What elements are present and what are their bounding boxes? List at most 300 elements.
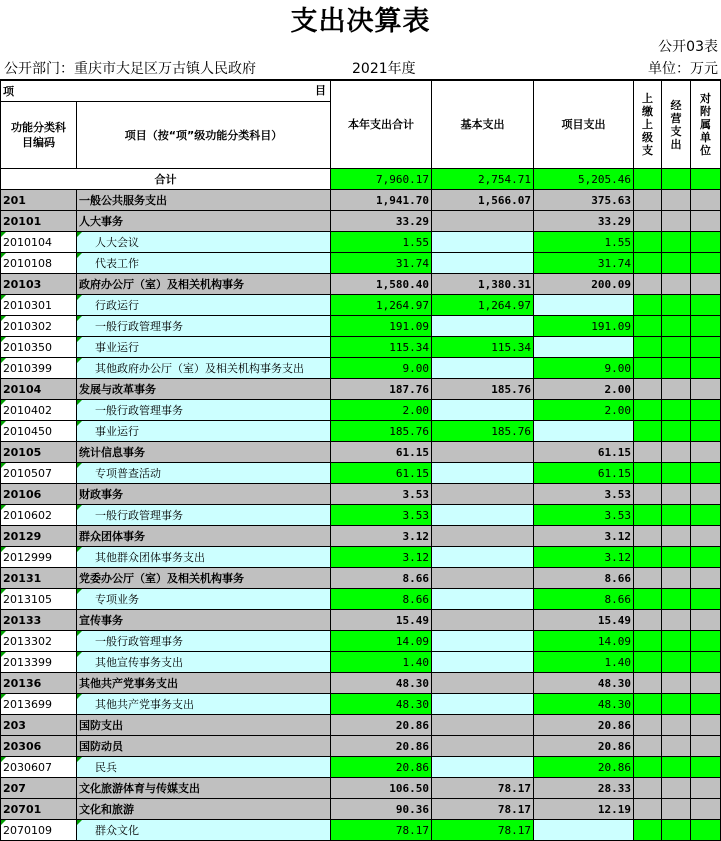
row-project bbox=[534, 295, 634, 316]
header-item-right: 目 bbox=[315, 84, 326, 97]
row-operation bbox=[662, 253, 691, 274]
row-upper bbox=[634, 694, 662, 715]
row-operation bbox=[662, 421, 691, 442]
row-name: 一般行政管理事务 bbox=[77, 400, 331, 421]
row-upper bbox=[634, 652, 662, 673]
row-code: 20133 bbox=[1, 610, 77, 631]
row-subsidiary bbox=[691, 442, 721, 463]
row-project: 61.15 bbox=[534, 442, 634, 463]
row-code: 2010402 bbox=[1, 400, 77, 421]
header-project: 项目支出 bbox=[534, 81, 634, 169]
row-subsidiary bbox=[691, 421, 721, 442]
row-operation bbox=[662, 799, 691, 820]
row-project: 2.00 bbox=[534, 379, 634, 400]
row-basic bbox=[432, 505, 534, 526]
row-name: 其他共产党事务支出 bbox=[77, 673, 331, 694]
row-project: 3.53 bbox=[534, 484, 634, 505]
row-subsidiary bbox=[691, 211, 721, 232]
row-subsidiary bbox=[691, 631, 721, 652]
row-basic: 1,380.31 bbox=[432, 274, 534, 295]
report-title: 支出决算表 bbox=[290, 6, 431, 37]
table-row bbox=[1, 379, 721, 400]
row-operation bbox=[662, 610, 691, 631]
row-total: 31.74 bbox=[331, 253, 432, 274]
row-total: 3.53 bbox=[331, 505, 432, 526]
row-upper bbox=[634, 379, 662, 400]
row-project: 48.30 bbox=[534, 694, 634, 715]
table-row bbox=[1, 190, 721, 211]
row-basic bbox=[432, 358, 534, 379]
row-name: 专项普查活动 bbox=[77, 463, 331, 484]
row-operation bbox=[662, 547, 691, 568]
row-code: 20106 bbox=[1, 484, 77, 505]
row-basic: 185.76 bbox=[432, 421, 534, 442]
total-operation bbox=[662, 169, 691, 190]
row-project: 28.33 bbox=[534, 778, 634, 799]
row-upper bbox=[634, 484, 662, 505]
row-operation bbox=[662, 211, 691, 232]
row-total: 1.40 bbox=[331, 652, 432, 673]
row-subsidiary bbox=[691, 463, 721, 484]
row-name: 一般行政管理事务 bbox=[77, 631, 331, 652]
row-name: 人大事务 bbox=[77, 211, 331, 232]
row-operation bbox=[662, 190, 691, 211]
row-name: 政府办公厅（室）及相关机构事务 bbox=[77, 274, 331, 295]
row-basic bbox=[432, 316, 534, 337]
table-row bbox=[1, 547, 721, 568]
row-code: 2010350 bbox=[1, 337, 77, 358]
row-upper bbox=[634, 442, 662, 463]
table-row bbox=[1, 757, 721, 778]
row-code: 2010399 bbox=[1, 358, 77, 379]
row-project: 12.19 bbox=[534, 799, 634, 820]
row-code: 2010450 bbox=[1, 421, 77, 442]
total-subsidiary bbox=[691, 169, 721, 190]
row-code: 20131 bbox=[1, 568, 77, 589]
row-project: 1.55 bbox=[534, 232, 634, 253]
row-total: 3.12 bbox=[331, 526, 432, 547]
row-upper bbox=[634, 295, 662, 316]
row-code: 2010302 bbox=[1, 316, 77, 337]
row-project: 1.40 bbox=[534, 652, 634, 673]
row-operation bbox=[662, 400, 691, 421]
row-basic bbox=[432, 652, 534, 673]
row-project bbox=[534, 421, 634, 442]
total-basic: 2,754.71 bbox=[432, 169, 534, 190]
row-operation bbox=[662, 358, 691, 379]
row-project: 14.09 bbox=[534, 631, 634, 652]
row-total: 1,264.97 bbox=[331, 295, 432, 316]
row-upper bbox=[634, 211, 662, 232]
row-project: 33.29 bbox=[534, 211, 634, 232]
row-total: 78.17 bbox=[331, 820, 432, 841]
header-item bbox=[1, 81, 331, 102]
row-code: 2010108 bbox=[1, 253, 77, 274]
row-code: 2010104 bbox=[1, 232, 77, 253]
row-total: 20.86 bbox=[331, 715, 432, 736]
row-name: 群众团体事务 bbox=[77, 526, 331, 547]
row-basic bbox=[432, 547, 534, 568]
row-code: 20136 bbox=[1, 673, 77, 694]
row-project: 20.86 bbox=[534, 715, 634, 736]
row-operation bbox=[662, 673, 691, 694]
row-code: 201 bbox=[1, 190, 77, 211]
row-name: 事业运行 bbox=[77, 337, 331, 358]
row-project: 3.12 bbox=[534, 547, 634, 568]
row-name: 事业运行 bbox=[77, 421, 331, 442]
row-basic: 78.17 bbox=[432, 778, 534, 799]
row-total: 14.09 bbox=[331, 631, 432, 652]
row-total: 106.50 bbox=[331, 778, 432, 799]
row-name: 代表工作 bbox=[77, 253, 331, 274]
row-total: 61.15 bbox=[331, 442, 432, 463]
row-subsidiary bbox=[691, 652, 721, 673]
row-name: 群众文化 bbox=[77, 820, 331, 841]
row-subsidiary bbox=[691, 253, 721, 274]
row-basic bbox=[432, 610, 534, 631]
row-subsidiary bbox=[691, 694, 721, 715]
row-name: 一般公共服务支出 bbox=[77, 190, 331, 211]
table-row bbox=[1, 484, 721, 505]
expenditure-table bbox=[0, 80, 721, 841]
row-total: 8.66 bbox=[331, 589, 432, 610]
row-code: 20105 bbox=[1, 442, 77, 463]
row-name: 党委办公厅（室）及相关机构事务 bbox=[77, 568, 331, 589]
row-basic bbox=[432, 442, 534, 463]
row-basic bbox=[432, 484, 534, 505]
table-row bbox=[1, 463, 721, 484]
total-project: 5,205.46 bbox=[534, 169, 634, 190]
header-code bbox=[1, 102, 77, 169]
row-upper bbox=[634, 463, 662, 484]
row-basic bbox=[432, 736, 534, 757]
table-row bbox=[1, 253, 721, 274]
total-label: 合计 bbox=[1, 169, 331, 190]
row-code: 2013302 bbox=[1, 631, 77, 652]
row-upper bbox=[634, 673, 662, 694]
row-basic bbox=[432, 211, 534, 232]
row-subsidiary bbox=[691, 820, 721, 841]
row-operation bbox=[662, 757, 691, 778]
row-name: 国防支出 bbox=[77, 715, 331, 736]
row-upper bbox=[634, 589, 662, 610]
row-operation bbox=[662, 736, 691, 757]
header-upper bbox=[634, 81, 662, 169]
header-name: 项目（按“项”级功能分类科目） bbox=[77, 102, 331, 169]
row-upper bbox=[634, 547, 662, 568]
row-upper bbox=[634, 568, 662, 589]
row-upper bbox=[634, 358, 662, 379]
header-basic: 基本支出 bbox=[432, 81, 534, 169]
row-project bbox=[534, 337, 634, 358]
row-name: 人大会议 bbox=[77, 232, 331, 253]
row-subsidiary bbox=[691, 505, 721, 526]
row-subsidiary bbox=[691, 673, 721, 694]
row-total: 1,580.40 bbox=[331, 274, 432, 295]
table-row bbox=[1, 400, 721, 421]
row-basic bbox=[432, 232, 534, 253]
row-upper bbox=[634, 610, 662, 631]
header-operation bbox=[662, 81, 691, 169]
row-total: 191.09 bbox=[331, 316, 432, 337]
row-basic bbox=[432, 694, 534, 715]
row-upper bbox=[634, 820, 662, 841]
row-subsidiary bbox=[691, 400, 721, 421]
row-project: 200.09 bbox=[534, 274, 634, 295]
row-total: 115.34 bbox=[331, 337, 432, 358]
row-name: 宣传事务 bbox=[77, 610, 331, 631]
row-operation bbox=[662, 778, 691, 799]
row-name: 其他共产党事务支出 bbox=[77, 694, 331, 715]
table-row bbox=[1, 820, 721, 841]
header-item-left: 项 bbox=[3, 84, 14, 98]
row-code: 20103 bbox=[1, 274, 77, 295]
row-basic: 115.34 bbox=[432, 337, 534, 358]
row-operation bbox=[662, 568, 691, 589]
row-basic bbox=[432, 589, 534, 610]
row-total: 48.30 bbox=[331, 673, 432, 694]
row-subsidiary bbox=[691, 610, 721, 631]
row-operation bbox=[662, 379, 691, 400]
department: 公开部门：重庆市大足区万古镇人民政府 bbox=[4, 61, 256, 77]
row-subsidiary bbox=[691, 274, 721, 295]
row-total: 20.86 bbox=[331, 736, 432, 757]
header-code-text: 功能分类科目编码 bbox=[11, 121, 66, 149]
row-upper bbox=[634, 631, 662, 652]
row-upper bbox=[634, 778, 662, 799]
row-project: 3.12 bbox=[534, 526, 634, 547]
row-upper bbox=[634, 232, 662, 253]
row-name: 其他宣传事务支出 bbox=[77, 652, 331, 673]
row-basic: 78.17 bbox=[432, 820, 534, 841]
row-upper bbox=[634, 421, 662, 442]
row-subsidiary bbox=[691, 715, 721, 736]
table-row bbox=[1, 589, 721, 610]
row-name: 民兵 bbox=[77, 757, 331, 778]
table-row bbox=[1, 316, 721, 337]
row-project: 61.15 bbox=[534, 463, 634, 484]
row-code: 203 bbox=[1, 715, 77, 736]
row-project: 2.00 bbox=[534, 400, 634, 421]
row-operation bbox=[662, 463, 691, 484]
row-project: 15.49 bbox=[534, 610, 634, 631]
row-subsidiary bbox=[691, 799, 721, 820]
row-operation bbox=[662, 442, 691, 463]
row-project: 191.09 bbox=[534, 316, 634, 337]
header-upper-text: 上缴上级支 bbox=[642, 92, 653, 157]
row-project: 20.86 bbox=[534, 757, 634, 778]
row-upper bbox=[634, 400, 662, 421]
row-project: 9.00 bbox=[534, 358, 634, 379]
row-basic: 185.76 bbox=[432, 379, 534, 400]
row-name: 其他政府办公厅（室）及相关机构事务支出 bbox=[77, 358, 331, 379]
row-total: 9.00 bbox=[331, 358, 432, 379]
row-total: 15.49 bbox=[331, 610, 432, 631]
row-upper bbox=[634, 526, 662, 547]
row-basic: 1,566.07 bbox=[432, 190, 534, 211]
row-total: 61.15 bbox=[331, 463, 432, 484]
table-row bbox=[1, 274, 721, 295]
table-row bbox=[1, 421, 721, 442]
row-name: 统计信息事务 bbox=[77, 442, 331, 463]
row-upper bbox=[634, 337, 662, 358]
row-name: 专项业务 bbox=[77, 589, 331, 610]
row-operation bbox=[662, 274, 691, 295]
row-subsidiary bbox=[691, 316, 721, 337]
row-operation bbox=[662, 652, 691, 673]
row-basic bbox=[432, 715, 534, 736]
row-code: 2010301 bbox=[1, 295, 77, 316]
row-basic bbox=[432, 400, 534, 421]
row-project bbox=[534, 820, 634, 841]
row-subsidiary bbox=[691, 484, 721, 505]
row-code: 2070109 bbox=[1, 820, 77, 841]
unit-label: 单位：万元 bbox=[648, 61, 718, 77]
row-name: 其他群众团体事务支出 bbox=[77, 547, 331, 568]
row-subsidiary bbox=[691, 337, 721, 358]
row-basic bbox=[432, 463, 534, 484]
table-row bbox=[1, 295, 721, 316]
table-row bbox=[1, 337, 721, 358]
table-row bbox=[1, 526, 721, 547]
row-operation bbox=[662, 484, 691, 505]
row-operation bbox=[662, 631, 691, 652]
row-operation bbox=[662, 337, 691, 358]
row-total: 33.29 bbox=[331, 211, 432, 232]
header-operation-text: 经营支出 bbox=[670, 98, 682, 151]
row-code: 20129 bbox=[1, 526, 77, 547]
row-basic bbox=[432, 631, 534, 652]
row-subsidiary bbox=[691, 526, 721, 547]
row-code: 2010507 bbox=[1, 463, 77, 484]
row-total: 1.55 bbox=[331, 232, 432, 253]
table-row bbox=[1, 715, 721, 736]
row-operation bbox=[662, 715, 691, 736]
row-operation bbox=[662, 526, 691, 547]
row-code: 2012999 bbox=[1, 547, 77, 568]
row-code: 207 bbox=[1, 778, 77, 799]
row-project: 8.66 bbox=[534, 589, 634, 610]
row-name: 财政事务 bbox=[77, 484, 331, 505]
row-basic: 78.17 bbox=[432, 799, 534, 820]
row-subsidiary bbox=[691, 379, 721, 400]
row-operation bbox=[662, 295, 691, 316]
row-basic bbox=[432, 673, 534, 694]
row-code: 2013105 bbox=[1, 589, 77, 610]
row-operation bbox=[662, 316, 691, 337]
table-row bbox=[1, 505, 721, 526]
row-operation bbox=[662, 505, 691, 526]
row-subsidiary bbox=[691, 589, 721, 610]
table-row bbox=[1, 442, 721, 463]
row-subsidiary bbox=[691, 190, 721, 211]
table-row bbox=[1, 799, 721, 820]
row-code: 20306 bbox=[1, 736, 77, 757]
row-upper bbox=[634, 799, 662, 820]
row-upper bbox=[634, 190, 662, 211]
row-name: 文化和旅游 bbox=[77, 799, 331, 820]
row-total: 187.76 bbox=[331, 379, 432, 400]
row-project: 3.53 bbox=[534, 505, 634, 526]
row-total: 1,941.70 bbox=[331, 190, 432, 211]
table-row bbox=[1, 736, 721, 757]
row-total: 3.53 bbox=[331, 484, 432, 505]
row-project: 375.63 bbox=[534, 190, 634, 211]
row-upper bbox=[634, 505, 662, 526]
row-code: 2030607 bbox=[1, 757, 77, 778]
table-row bbox=[1, 631, 721, 652]
row-basic bbox=[432, 526, 534, 547]
row-name: 一般行政管理事务 bbox=[77, 505, 331, 526]
row-basic bbox=[432, 568, 534, 589]
row-operation bbox=[662, 589, 691, 610]
row-basic: 1,264.97 bbox=[432, 295, 534, 316]
row-basic bbox=[432, 253, 534, 274]
row-subsidiary bbox=[691, 547, 721, 568]
table-row bbox=[1, 610, 721, 631]
total-row bbox=[1, 169, 721, 190]
row-name: 行政运行 bbox=[77, 295, 331, 316]
row-subsidiary bbox=[691, 736, 721, 757]
row-operation bbox=[662, 820, 691, 841]
row-name: 一般行政管理事务 bbox=[77, 316, 331, 337]
table-row bbox=[1, 673, 721, 694]
row-project: 31.74 bbox=[534, 253, 634, 274]
row-operation bbox=[662, 232, 691, 253]
row-code: 2013699 bbox=[1, 694, 77, 715]
table-row bbox=[1, 778, 721, 799]
row-name: 国防动员 bbox=[77, 736, 331, 757]
total-sum: 7,960.17 bbox=[331, 169, 432, 190]
row-total: 3.12 bbox=[331, 547, 432, 568]
row-total: 90.36 bbox=[331, 799, 432, 820]
row-subsidiary bbox=[691, 568, 721, 589]
row-upper bbox=[634, 757, 662, 778]
row-project: 20.86 bbox=[534, 736, 634, 757]
header-subsidiary bbox=[691, 81, 721, 169]
row-subsidiary bbox=[691, 757, 721, 778]
row-basic bbox=[432, 757, 534, 778]
header-subsidiary-text: 对附属单位 bbox=[700, 92, 711, 157]
row-project: 8.66 bbox=[534, 568, 634, 589]
row-code: 2010602 bbox=[1, 505, 77, 526]
row-upper bbox=[634, 715, 662, 736]
row-name: 文化旅游体育与传媒支出 bbox=[77, 778, 331, 799]
header-total: 本年支出合计 bbox=[331, 81, 432, 169]
row-operation bbox=[662, 694, 691, 715]
row-total: 185.76 bbox=[331, 421, 432, 442]
table-row bbox=[1, 652, 721, 673]
row-total: 8.66 bbox=[331, 568, 432, 589]
row-upper bbox=[634, 253, 662, 274]
row-subsidiary bbox=[691, 295, 721, 316]
row-total: 2.00 bbox=[331, 400, 432, 421]
table-row bbox=[1, 568, 721, 589]
row-name: 发展与改革事务 bbox=[77, 379, 331, 400]
row-upper bbox=[634, 736, 662, 757]
row-subsidiary bbox=[691, 358, 721, 379]
fiscal-year: 2021年度 bbox=[352, 61, 416, 77]
table-row bbox=[1, 358, 721, 379]
table-row bbox=[1, 694, 721, 715]
row-project: 48.30 bbox=[534, 673, 634, 694]
table-row bbox=[1, 211, 721, 232]
row-code: 20701 bbox=[1, 799, 77, 820]
row-subsidiary bbox=[691, 778, 721, 799]
total-upper bbox=[634, 169, 662, 190]
row-code: 20104 bbox=[1, 379, 77, 400]
row-upper bbox=[634, 274, 662, 295]
